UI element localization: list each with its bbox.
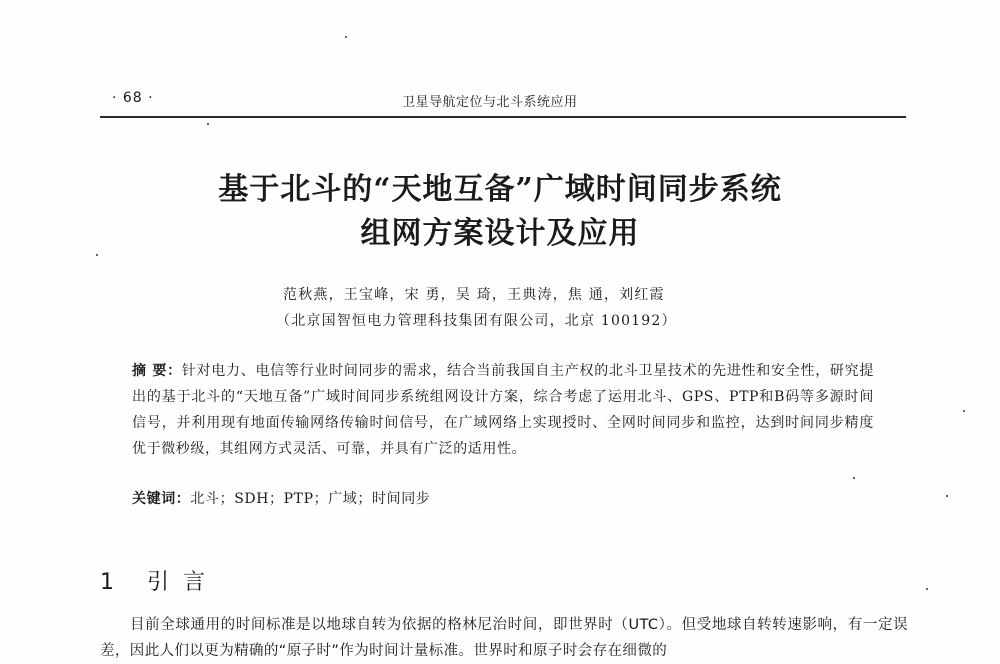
affiliation: （北京国智恒电力管理科技集团有限公司，北京 100192） — [276, 313, 677, 329]
author-list: 范秋燕，王宝峰，宋 勇，吴 琦，王典涛，焦 通，刘红霞 — [283, 287, 665, 303]
keywords-text: 北斗；SDH；PTP；广域；时间同步 — [190, 491, 431, 507]
scan-speck — [946, 495, 948, 497]
running-header — [112, 90, 902, 114]
scan-speck — [207, 123, 209, 125]
section-number: 1 — [100, 570, 116, 595]
scan-speck — [96, 254, 98, 256]
section-title: 引言 — [147, 570, 220, 595]
scan-speck — [926, 588, 928, 590]
journal-name: 卫星导航定位与北斗系统应用 — [402, 95, 578, 110]
title-line-1: 基于北斗的“天地互备”广域时间同步系统 — [218, 172, 782, 207]
scan-speck — [963, 410, 965, 412]
keywords-label: 关键词： — [132, 491, 191, 507]
paper-title — [100, 168, 900, 256]
title-line-2: 组网方案设计及应用 — [360, 216, 640, 251]
scan-speck — [345, 36, 347, 38]
abstract — [132, 358, 874, 462]
abstract-label: 摘 要： — [132, 363, 182, 379]
abstract-text: 针对电力、电信等行业时间同步的需求，结合当前我国自主产权的北斗卫星技术的先进性和安全性，研究提出的基于北斗的“天地互备”广域时间同步系统组网设计方案，综合考虑了运用北斗、GPS、PTP和B码等多源时间信号，并利用现有地面传输网络传输时间信号，在广域网络上实现授时、全网时间同步和监控，达到时间同步精度优于微秒级，其组网方式灵活、可靠，并具有广泛的适用性。 — [132, 363, 874, 457]
section-heading — [100, 565, 219, 596]
scan-speck — [853, 477, 855, 479]
header-rule — [100, 116, 906, 118]
page-number: · 68 · — [112, 90, 154, 106]
body-paragraph: 目前全球通用的时间标准是以地球自转为依据的格林尼治时间，即世界时（UTC）。但受地球自转转速影响，有一定误差，因此人们以更为精确的“原子时”作为时间计量标准。世界时和原子时会存在细微的 — [100, 617, 908, 659]
keywords — [132, 488, 430, 508]
